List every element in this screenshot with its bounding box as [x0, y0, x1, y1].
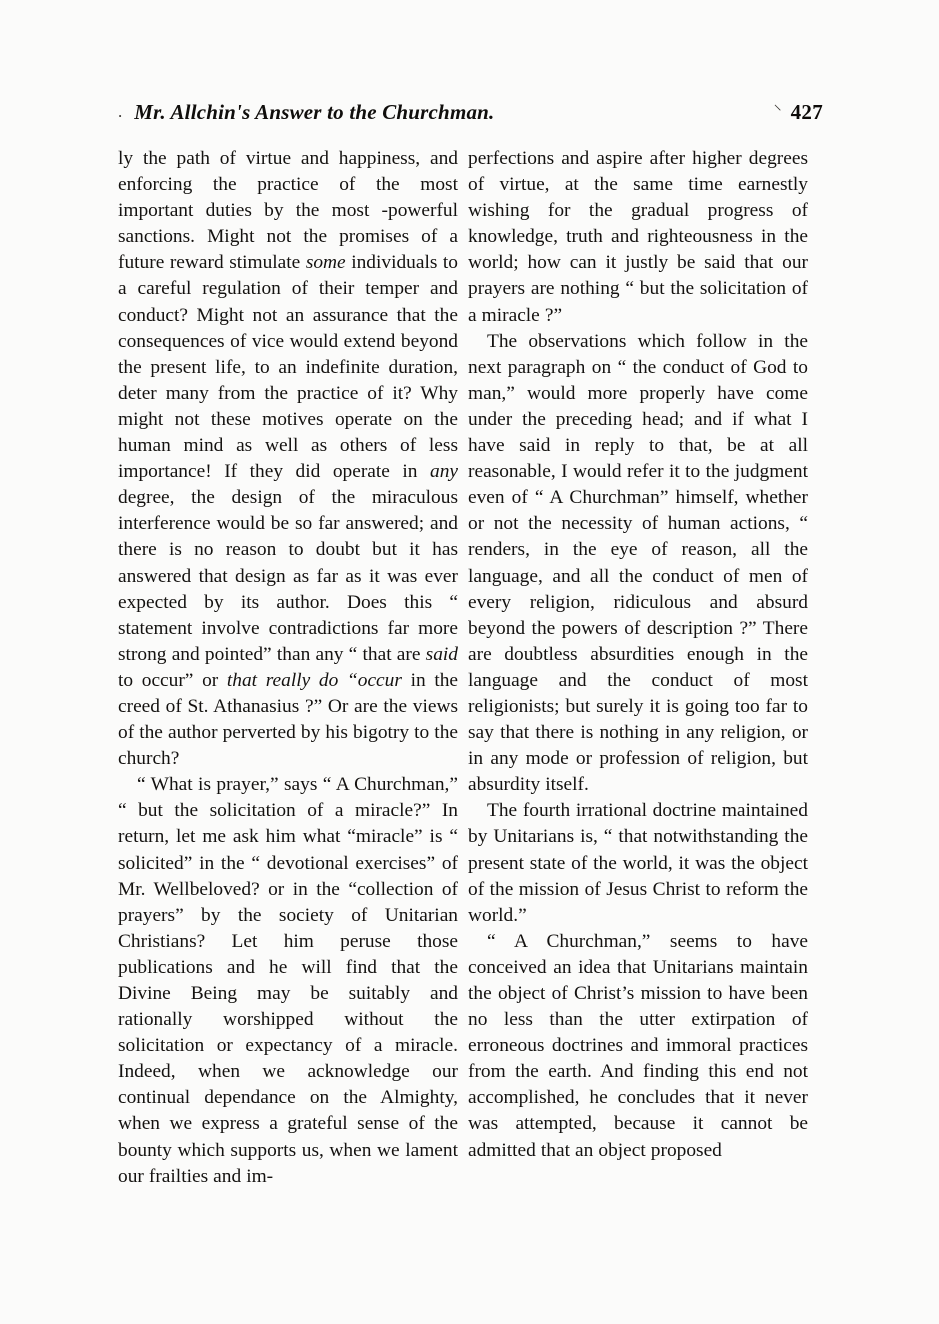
right-para-3: The fourth irrational doctrine maintained by Unitarians is, “ that notwithstanding the present state of the world, it was the object of the mission of Jesus Christ to reform the world.”	[468, 800, 808, 926]
emphasized-text: said	[425, 643, 458, 665]
right-para-2: The observations which follow in the next paragraph on “ the conduct of God to man,” would more properly have come under the preceding head; and if what I have said in reply to that, be at all reasonable, I would refer it to the judgment even of “ A Churchman” himself, whether or not the necessity of human actions, “ renders, in the eye of reason, all the language, and all the conduct of men of every religion, ridiculous and absurd beyond the powers of description ?” There are doubtless absurdities enough in the language and the conduct of most religionists; but surely it is going too far to say that there is nothing in any religion, or in any mode or profession of religion, but absurdity itself.	[468, 330, 808, 796]
emphasized-text: that really do “occur	[226, 669, 402, 691]
emphasized-text: some	[305, 252, 346, 274]
scan-artifact-mark-right: ⸌	[773, 103, 782, 120]
text-column-left	[118, 146, 458, 1190]
right-para-4: “ A Churchman,” seems to have conceived an idea that Unitarians maintain the object of Christ’s mission to have been no less than the utter extirpation of erroneous doctrines and immoral practices from the earth. And finding this end not accomplished, he concludes that it never was attempted, because it cannot be admitted that an object proposed	[468, 930, 808, 1161]
running-head	[118, 100, 823, 134]
emphasized-text: any	[430, 461, 458, 483]
text-column-right	[468, 146, 808, 1190]
scan-artifact-mark-left: .	[118, 102, 123, 121]
right-para-1: perfections and aspire after higher degrees of virtue, at the same time earnestly wishing for the gradual progress of knowledge, truth and righteousness in the world; how can it justly be said that our prayers are nothing “ but the solicitation of a miracle ?”	[468, 148, 808, 326]
left-para-1: ly the path of virtue and happiness, and enforcing the practice of the most important duties by the most -powerful sanctions. Might not the promises of a future reward stimulate some individuals to a careful regulation of their temper and conduct? Might not an assurance that the consequences of vice would extend beyond the present life, to an indefinite duration, deter many from the practice of it? Why might not these motives operate on the human mind as well as others of less importance! If they did operate in any degree, the design of the miraculous interference would be so far answered; and there is no reason to doubt but it has answered that design as far as it was ever expected by its author. Does this “ statement involve contradictions far more strong and pointed” than any “ that are said to occur” or that really do “occur in the creed of St. Athanasius ?” Or are the views of the author perverted by his bigotry to the church?	[118, 148, 459, 770]
left-para-2: “ What is prayer,” says “ A Churchman,” “ but the solicitation of a miracle?” In return, let me ask him what “miracle” is “ solicited” in the “ devotional exercises” of Mr. Wellbeloved? or in the “collection of prayers” by the society of Unitarian Christians? Let him peruse those publications and he will find that the Divine Being may be suitably and rationally worshipped without the solicitation or expectancy of a miracle. Indeed, when we acknowledge our continual dependance on the Almighty, when we express a grateful sense of the bounty which supports us, when we lament our frailties and im-	[118, 774, 458, 1187]
page-number: 427	[790, 100, 823, 124]
running-head-title: Mr. Allchin's Answer to the Churchman.	[134, 100, 495, 124]
body-columns	[118, 146, 823, 1190]
